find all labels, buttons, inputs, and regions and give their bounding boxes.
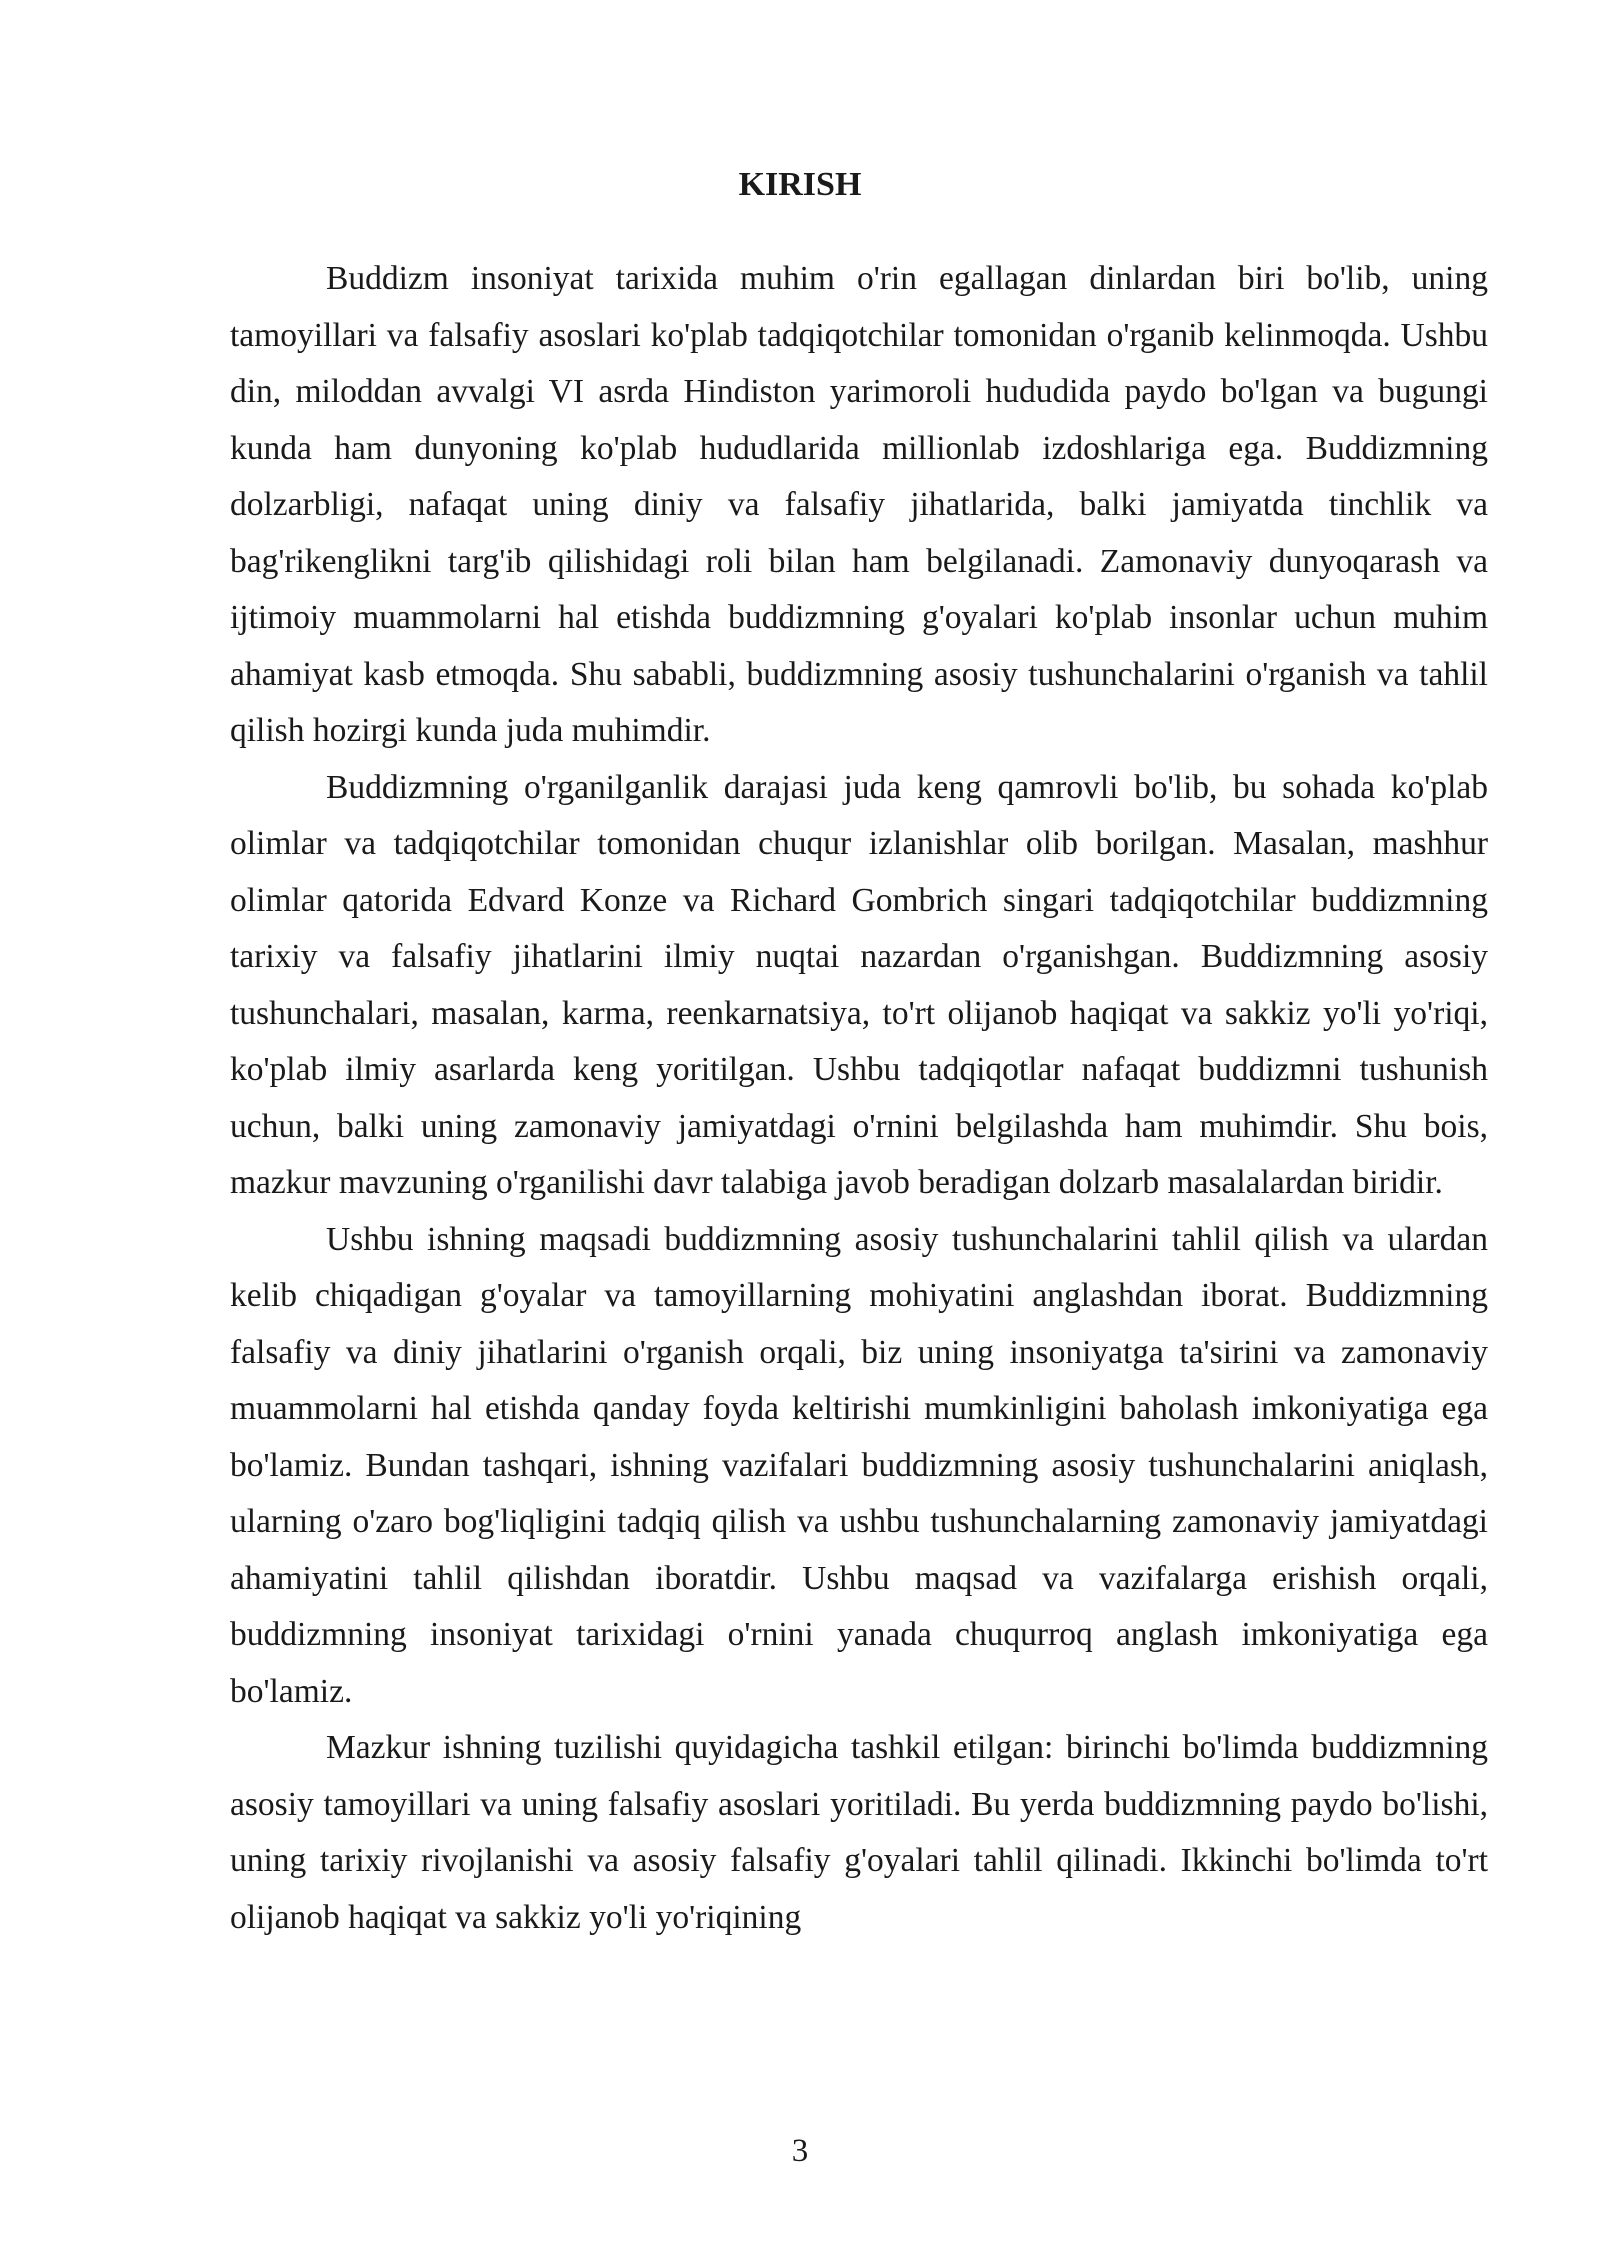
paragraph-1: Buddizm insoniyat tarixida muhim o'rin egallagan dinlardan biri bo'lib, uning tamoyillari va falsafiy asoslari ko'plab tadqiqotchilar tomonidan o'rganib kelinmoqda. Ushbu din, miloddan avvalgi VI asrda Hindiston yarimoroli hududida paydo bo'lgan va bugungi kunda ham dunyoning ko'plab hududlarida millionlab izdoshlariga ega. Buddizmning dolzarbligi, nafaqat uning diniy va falsafiy jihatlarida, balki jamiyatda tinchlik va bag'rikenglikni targ'ib qilishidagi roli bilan ham belgilanadi. Zamonaviy dunyoqarash va ijtimoiy muammolarni hal etishda buddizmning g'oyalari ko'plab insonlar uchun muhim ahamiyat kasb etmoqda. Shu sababli, buddizmning asosiy tushunchalarini o'rganish va tahlil qilish hozirgi kunda juda muhimdir. bbox=[230, 260, 1488, 749]
paragraph-4: Mazkur ishning tuzilishi quyidagicha tashkil etilgan: birinchi bo'limda buddizmning asosiy tamoyillari va uning falsafiy asoslari yoritiladi. Bu yerda buddizmning paydo bo'lishi, uning tarixiy rivojlanishi va asosiy falsafiy g'oyalari tahlil qilinadi. Ikkinchi bo'limda to'rt olijanob haqiqat va sakkiz yo'li yo'riqining bbox=[230, 1729, 1488, 1936]
paragraph-3: Ushbu ishning maqsadi buddizmning asosiy tushunchalarini tahlil qilish va ulardan kelib chiqadigan g'oyalar va tamoyillarning mohiyatini anglashdan iborat. Buddizmning falsafiy va diniy jihatlarini o'rganish orqali, biz uning insoniyatga ta'sirini va zamonaviy muammolarni hal etishda qanday foyda keltirishi mumkinligini baholash imkoniyatiga ega bo'lamiz. Bundan tashqari, ishning vazifalari buddizmning asosiy tushunchalarini aniqlash, ularning o'zaro bog'liqligini tadqiq qilish va ushbu tushunchalarning zamonaviy jamiyatdagi ahamiyatini tahlil qilishdan iboratdir. Ushbu maqsad va vazifalarga erishish orqali, buddizmning insoniyat tarixidagi o'rnini yanada chuqurroq anglash imkoniyatiga ega bo'lamiz. bbox=[230, 1220, 1488, 1710]
section-title: KIRISH bbox=[738, 166, 862, 203]
body-text bbox=[230, 251, 1488, 1946]
paragraph-2: Buddizmning o'rganilganlik darajasi juda keng qamrovli bo'lib, bu sohada ko'plab olimlar va tadqiqotchilar tomonidan chuqur izlanishlar olib borilgan. Masalan, mashhur olimlar qatorida Edvard Konze va Richard Gombrich singari tadqiqotchilar buddizmning tarixiy va falsafiy jihatlarini ilmiy nuqtai nazardan o'rganishgan. Buddizmning asosiy tushunchalari, masalan, karma, reenkarnatsiya, to'rt olijanob haqiqat va sakkiz yo'li yo'riqi, ko'plab ilmiy asarlarda keng yoritilgan. Ushbu tadqiqotlar nafaqat buddizmni tushunish uchun, balki uning zamonaviy jamiyatdagi o'rnini belgilashda ham muhimdir. Shu bois, mazkur mavzuning o'rganilishi davr talabiga javob beradigan dolzarb masalalardan biridir. bbox=[230, 768, 1488, 1201]
page-number: 3 bbox=[791, 2133, 809, 2169]
